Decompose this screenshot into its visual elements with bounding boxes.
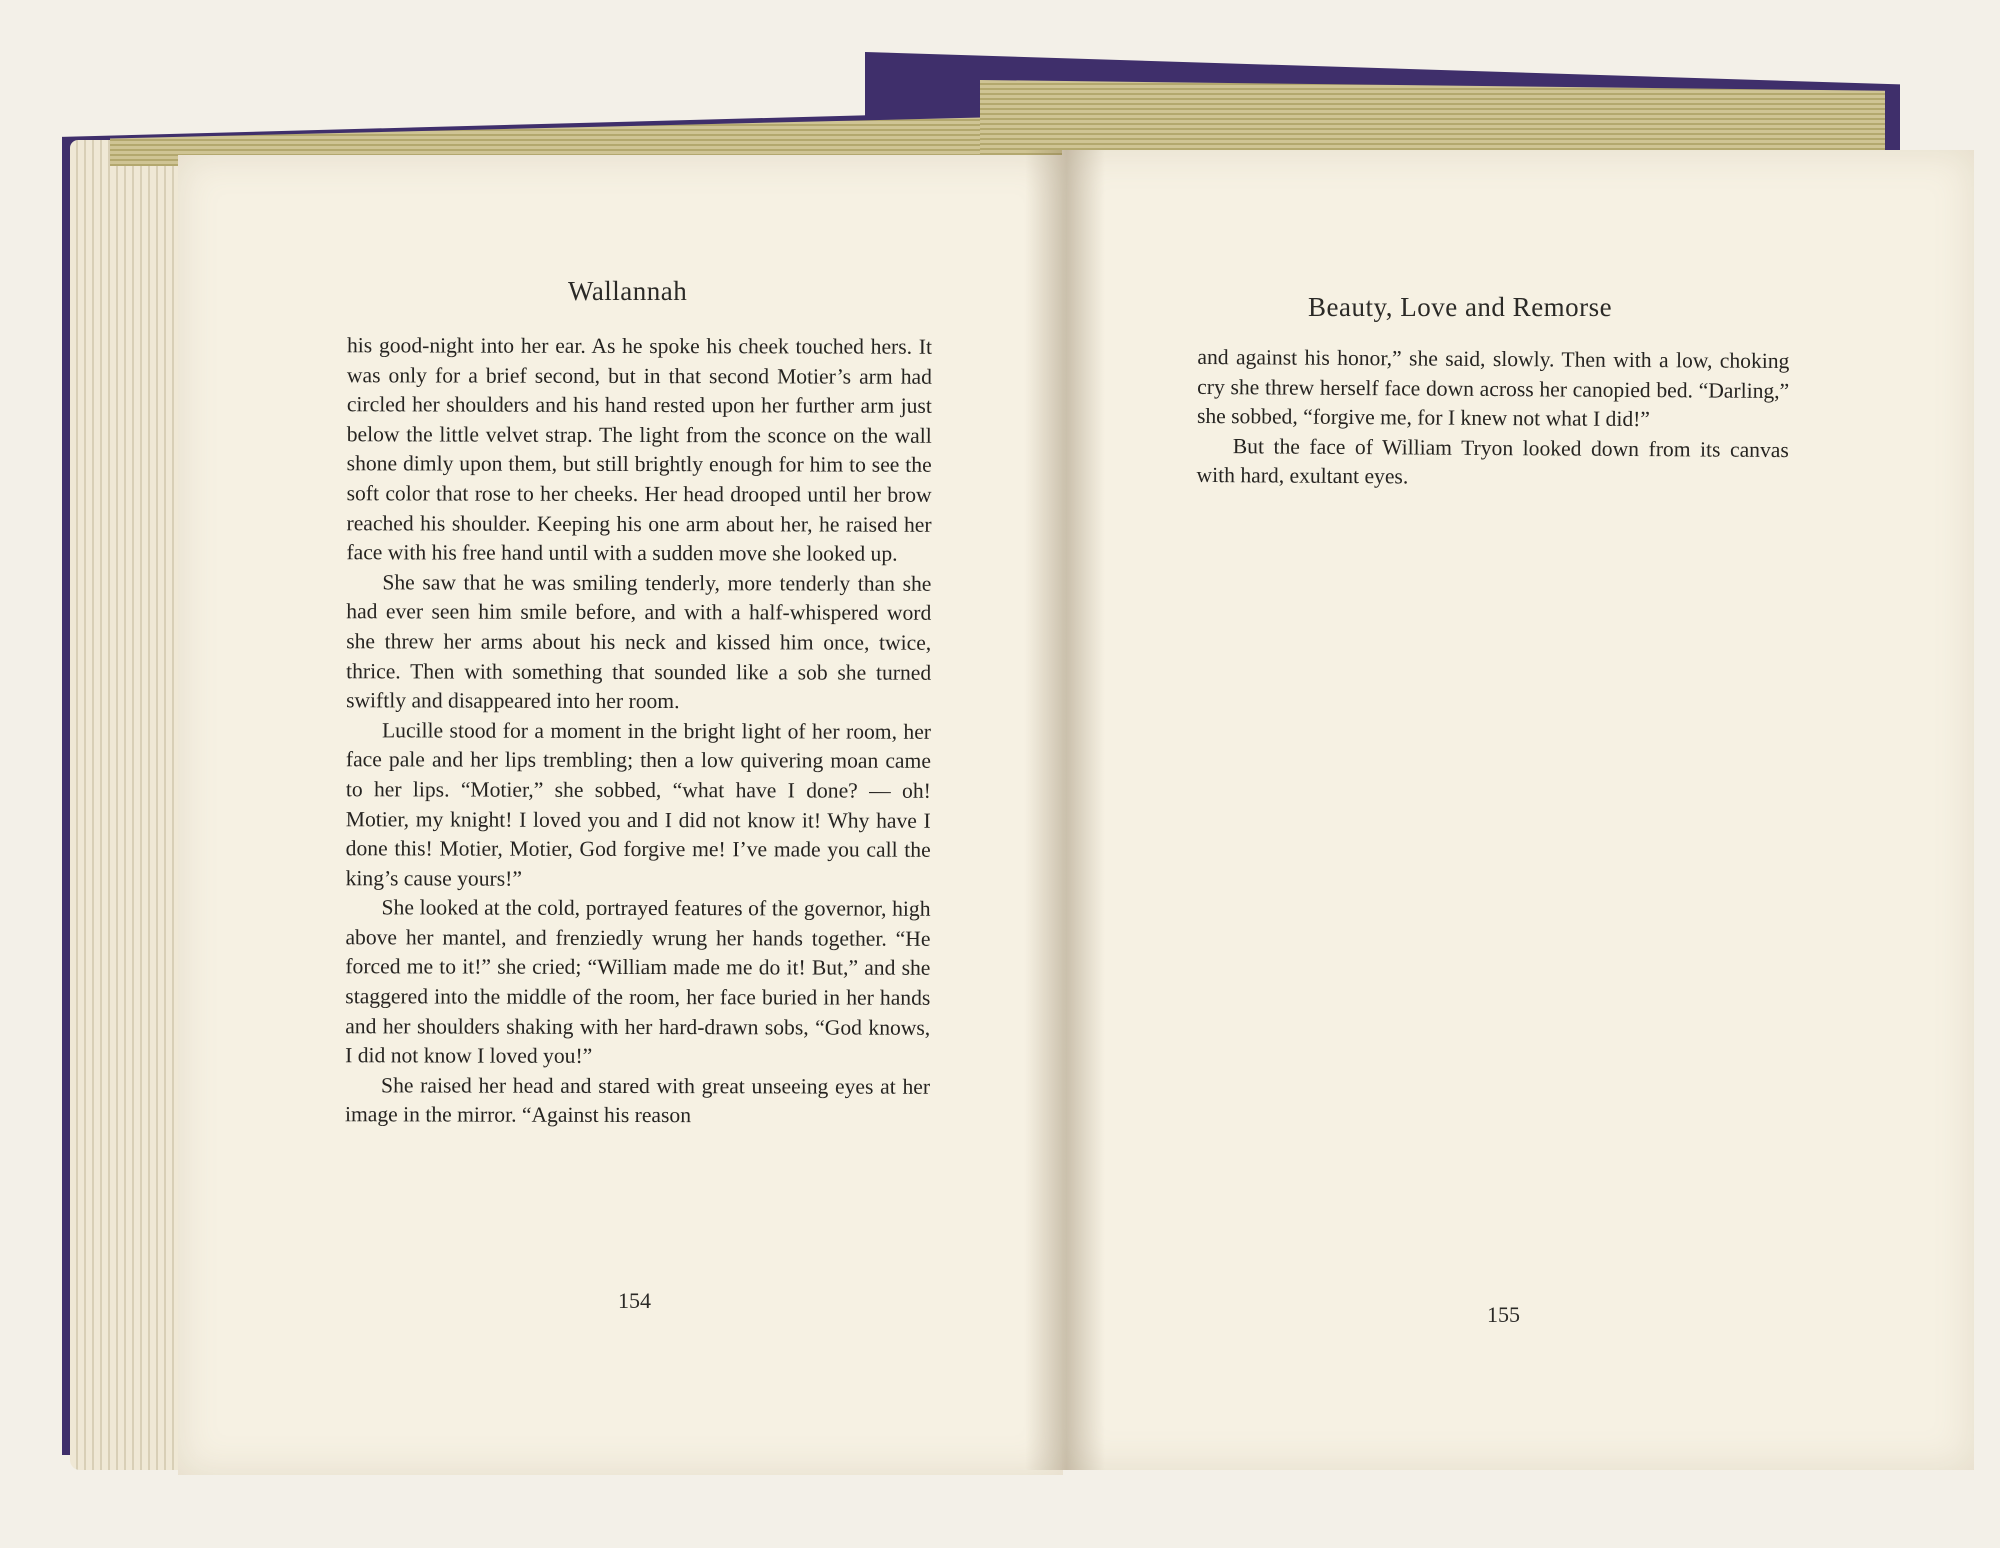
right-page-text bbox=[1196, 343, 1789, 495]
paragraph: She raised her head and stared with great unseeing eyes at her image in the mirror. “Against his reason bbox=[344, 1073, 931, 1128]
paragraph: his good-night into her ear. As he spoke his cheek touched hers. It was only for a brief second, but in that second Motier’s arm had circled her shoulders and his hand rested upon her further arm just below the little velvet strap. The light from the sconce on the wall shone dimly upon them, but still brightly enough for him to see the soft color that rose to her cheeks. Her head drooped until her brow reached his shoulder. Keeping his one arm about her, he raised her face with his free hand until with a sudden move she looked up. bbox=[346, 333, 933, 566]
paragraph: She saw that he was smiling tenderly, more tenderly than she had ever seen him smile before, and with a half-whispered word she threw her arms about his neck and kissed him once, twice, thrice. Then with something that sounded like a sob she turned swiftly and disappeared into her room. bbox=[346, 570, 932, 714]
left-page-text bbox=[345, 331, 932, 1132]
paragraph: She looked at the cold, portrayed features of the governor, high above her mantel, and frenziedly wrung her hands together. “He forced me to it!” she cried; “William made me do it! But,” and she staggered into the middle of the room, her face buried in her hands and her shoulders shaking with her hard-drawn sobs, “God knows, I did not know I loved you!” bbox=[345, 895, 931, 1069]
page-number-left: 154 bbox=[618, 1288, 651, 1313]
running-head-right: Beauty, Love and Remorse bbox=[1308, 292, 1613, 322]
page-number-right: 155 bbox=[1487, 1302, 1520, 1327]
paragraph: and against his honor,” she said, slowly. Then with a low, choking cry she threw herself face down across her canopied bed. “Darling,” she sobbed, “forgive me, for I knew not what I did!” bbox=[1196, 344, 1790, 432]
book-gutter bbox=[1025, 150, 1105, 1470]
paragraph: But the face of William Tryon looked down from its canvas with hard, exultant eyes. bbox=[1196, 433, 1789, 489]
running-head-left: Wallannah bbox=[568, 276, 688, 306]
paragraph: Lucille stood for a moment in the bright light of her room, her face pale and her lips trembling; then a low quivering moan came to her lips. “Motier,” she sobbed, “what have I done? — oh! Motier, my knight! I loved you and I did not know it! Why have I done this! Motier, Motier, God forgive me! I’ve made you call the king’s cause yours!” bbox=[345, 718, 932, 891]
page-block-edges bbox=[70, 140, 190, 1470]
